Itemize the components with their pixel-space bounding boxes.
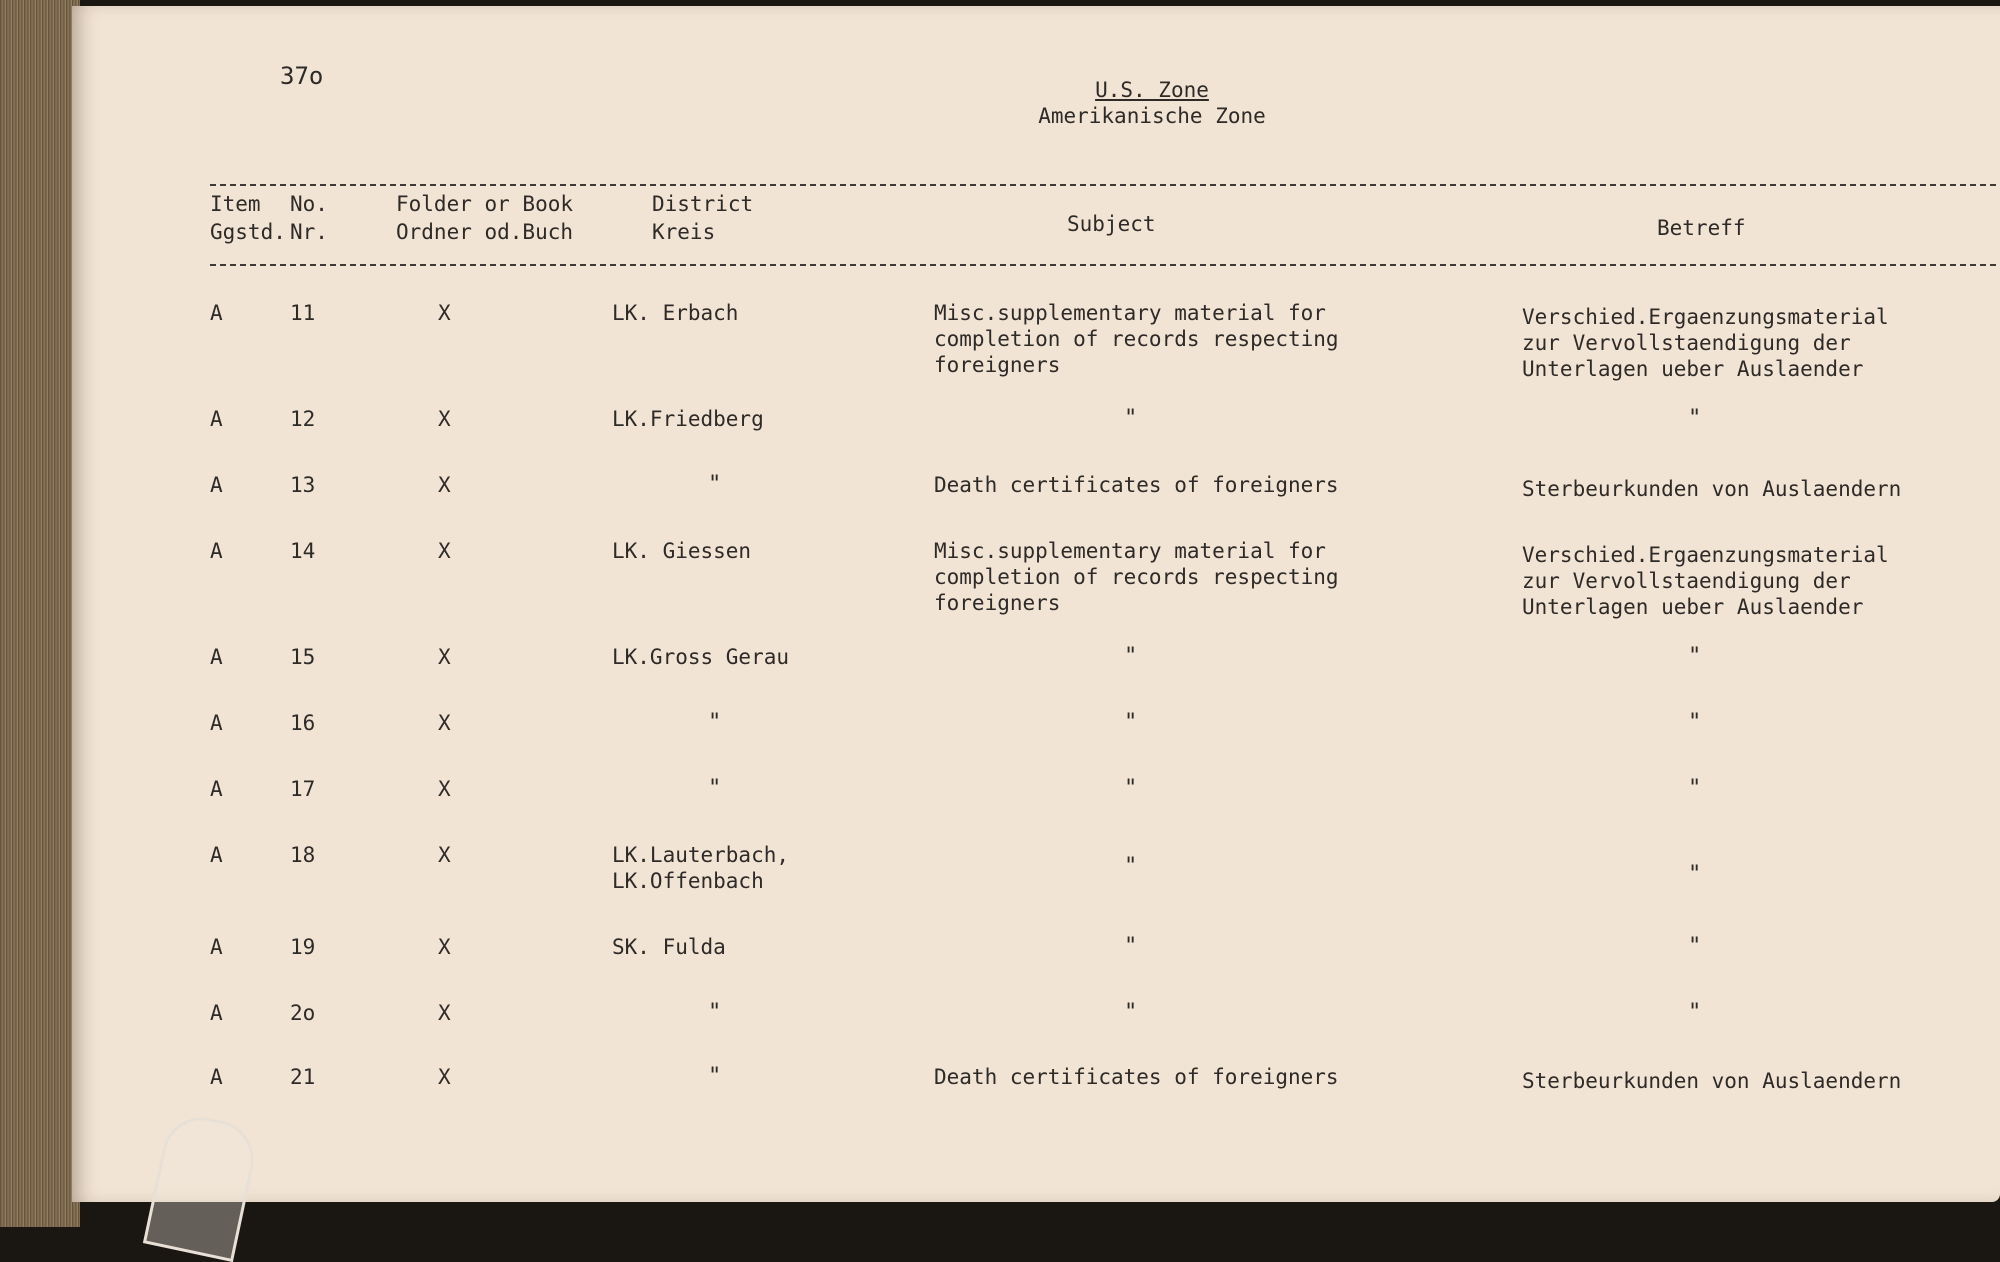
row-subject: Death certificates of foreigners [934,1065,1339,1089]
col-head-subject: Subject [1067,212,1156,236]
row-subject: Misc.supplementary material for completion of records respecting foreigners [934,301,1339,377]
row-item: A [210,645,223,669]
row-district: LK. Erbach [612,301,739,325]
row-subject: " [1124,934,1138,959]
book-page-edges [0,0,80,1227]
row-item: A [210,935,223,959]
row-number: 11 [290,301,316,325]
row-betreff: Sterbeurkunden von Auslaendern [1522,477,1902,501]
row-folder-mark: X [438,843,451,867]
row-subject: " [1124,644,1138,669]
col-head-district: District Kreis [652,192,754,244]
header-title: U.S. Zone [1095,78,1209,102]
document-page [72,6,2000,1202]
row-betreff: " [1688,862,1702,887]
row-number: 13 [290,473,316,497]
row-district: SK. Fulda [612,935,726,959]
row-betreff: " [1688,406,1702,431]
row-folder-mark: X [438,473,451,497]
row-item: A [210,539,223,563]
thumb-holding-page [143,1110,261,1262]
row-number: 21 [290,1065,316,1089]
row-item: A [210,473,223,497]
row-betreff: " [1688,710,1702,735]
row-subject: " [1124,406,1138,431]
row-number: 16 [290,711,316,735]
row-betreff: " [1688,1000,1702,1025]
row-folder-mark: X [438,935,451,959]
row-betreff: Sterbeurkunden von Auslaendern [1522,1069,1902,1093]
row-district: " [708,1064,722,1089]
row-item: A [210,843,223,867]
row-folder-mark: X [438,645,451,669]
row-folder-mark: X [438,539,451,563]
row-number: 14 [290,539,316,563]
row-betreff: " [1688,644,1702,669]
row-number: 18 [290,843,316,867]
row-item: A [210,1001,223,1025]
row-folder-mark: X [438,1065,451,1089]
col-head-folder: Folder or Book Ordner od.Buch [396,192,574,244]
row-item: A [210,777,223,801]
row-district: " [708,710,722,735]
row-district: LK.Gross Gerau [612,645,790,669]
row-number: 2o [290,1001,316,1025]
row-folder-mark: X [438,777,451,801]
row-subject: Death certificates of foreigners [934,473,1339,497]
row-district: LK.Lauterbach, LK.Offenbach [612,843,790,893]
row-betreff: Verschied.Ergaenzungsmaterial zur Vervollstaendigung der Unterlagen ueber Auslaender [1522,543,1889,619]
row-folder-mark: X [438,711,451,735]
row-betreff: " [1688,934,1702,959]
row-item: A [210,301,223,325]
col-head-item: Item Ggstd. [210,192,286,244]
row-district: " [708,776,722,801]
row-number: 17 [290,777,316,801]
row-district: " [708,1000,722,1025]
row-number: 12 [290,407,316,431]
row-item: A [210,407,223,431]
row-district: " [708,472,722,497]
row-subject: " [1124,1000,1138,1025]
row-folder-mark: X [438,407,451,431]
row-betreff: Verschied.Ergaenzungsmaterial zur Vervollstaendigung der Unterlagen ueber Auslaender [1522,305,1889,381]
row-subject: Misc.supplementary material for completion of records respecting foreigners [934,539,1339,615]
header-top-rule [210,184,2000,186]
row-number: 19 [290,935,316,959]
row-subject: " [1124,710,1138,735]
col-head-no: No. Nr. [290,192,328,244]
header-subtitle: Amerikanische Zone [1038,104,1266,128]
row-district: LK.Friedberg [612,407,764,431]
row-number: 15 [290,645,316,669]
row-subject: " [1124,776,1138,801]
row-item: A [210,711,223,735]
row-district: LK. Giessen [612,539,752,563]
row-item: A [210,1065,223,1089]
col-head-betreff: Betreff [1657,216,1746,240]
row-folder-mark: X [438,1001,451,1025]
row-folder-mark: X [438,301,451,325]
row-betreff: " [1688,776,1702,801]
row-subject: " [1124,854,1138,879]
header-bottom-rule [210,264,2000,266]
page-number: 37o [280,62,324,90]
